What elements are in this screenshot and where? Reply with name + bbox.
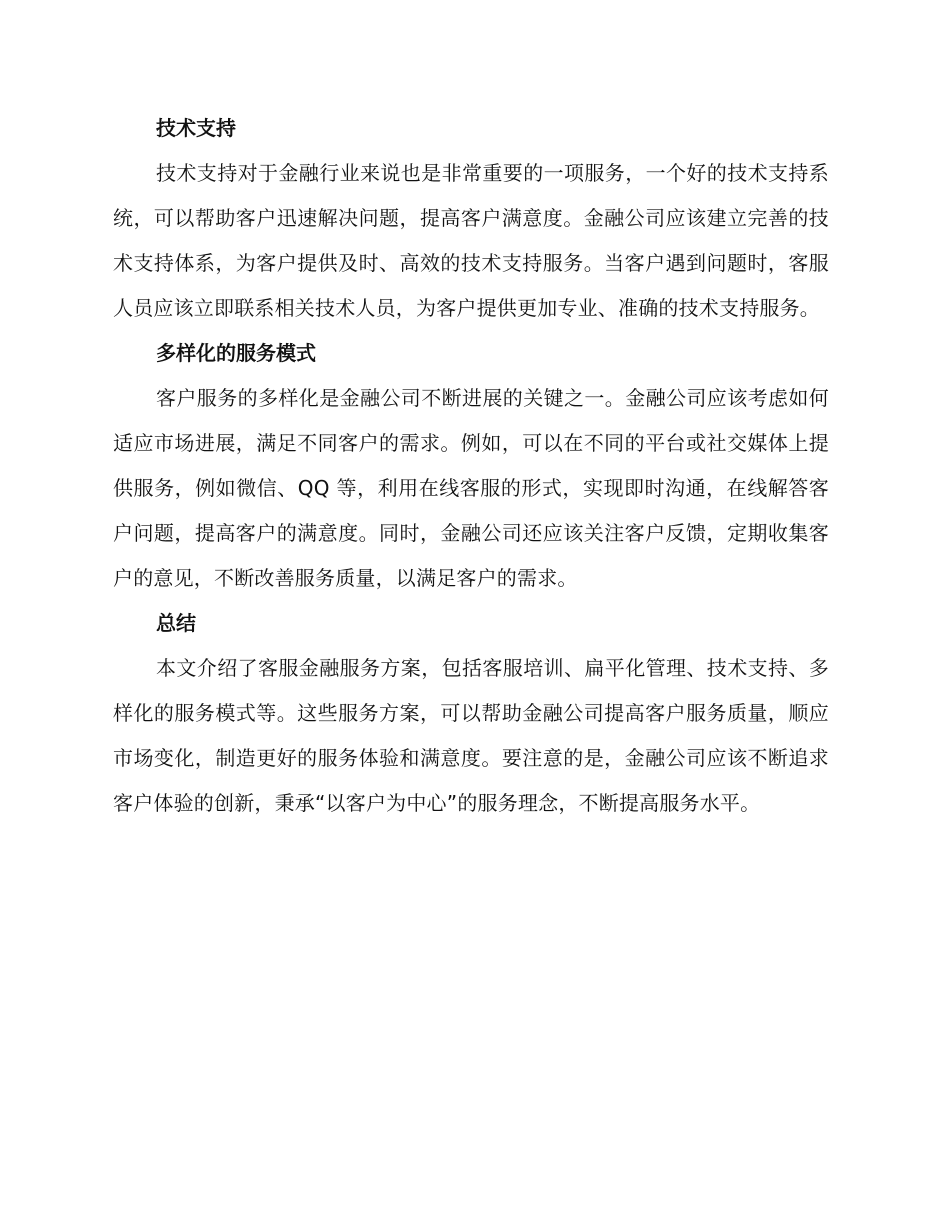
document-body [113, 106, 829, 826]
section-heading: 多样化的服务模式 [156, 341, 316, 365]
section-paragraph: 客户服务的多样化是金融公司不断进展的关键之一。金融公司应该考虑如何适应市场进展，满足不同客户的需求。例如，可以在不同的平台或社交媒体上提供服务，例如微信、QQ 等，利用在线客服的形式，实现即时沟通，在线解答客户问题，提高客户的满意度。同时，金融公司还应该关注客户反馈，定期收集客户的意见，不断改善服务质量，以满足客户的需求。 [113, 386, 829, 590]
section-heading: 总结 [156, 611, 196, 635]
section-heading: 技术支持 [156, 116, 236, 140]
section-paragraph: 技术支持对于金融行业来说也是非常重要的一项服务，一个好的技术支持系统，可以帮助客户迅速解决问题，提高客户满意度。金融公司应该建立完善的技术支持体系，为客户提供及时、高效的技术支持服务。当客户遇到问题时，客服人员应该立即联系相关技术人员，为客户提供更加专业、准确的技术支持服务。 [113, 161, 829, 320]
section-summary [113, 601, 829, 826]
section-paragraph: 本文介绍了客服金融服务方案，包括客服培训、扁平化管理、技术支持、多样化的服务模式等。这些服务方案，可以帮助金融公司提高客户服务质量，顺应市场变化，制造更好的服务体验和满意度。要注意的是，金融公司应该不断追求客户体验的创新，秉承“以客户为中心”的服务理念，不断提高服务水平。 [113, 656, 829, 815]
section-diversified-service [113, 331, 829, 601]
section-technical-support [113, 106, 829, 331]
